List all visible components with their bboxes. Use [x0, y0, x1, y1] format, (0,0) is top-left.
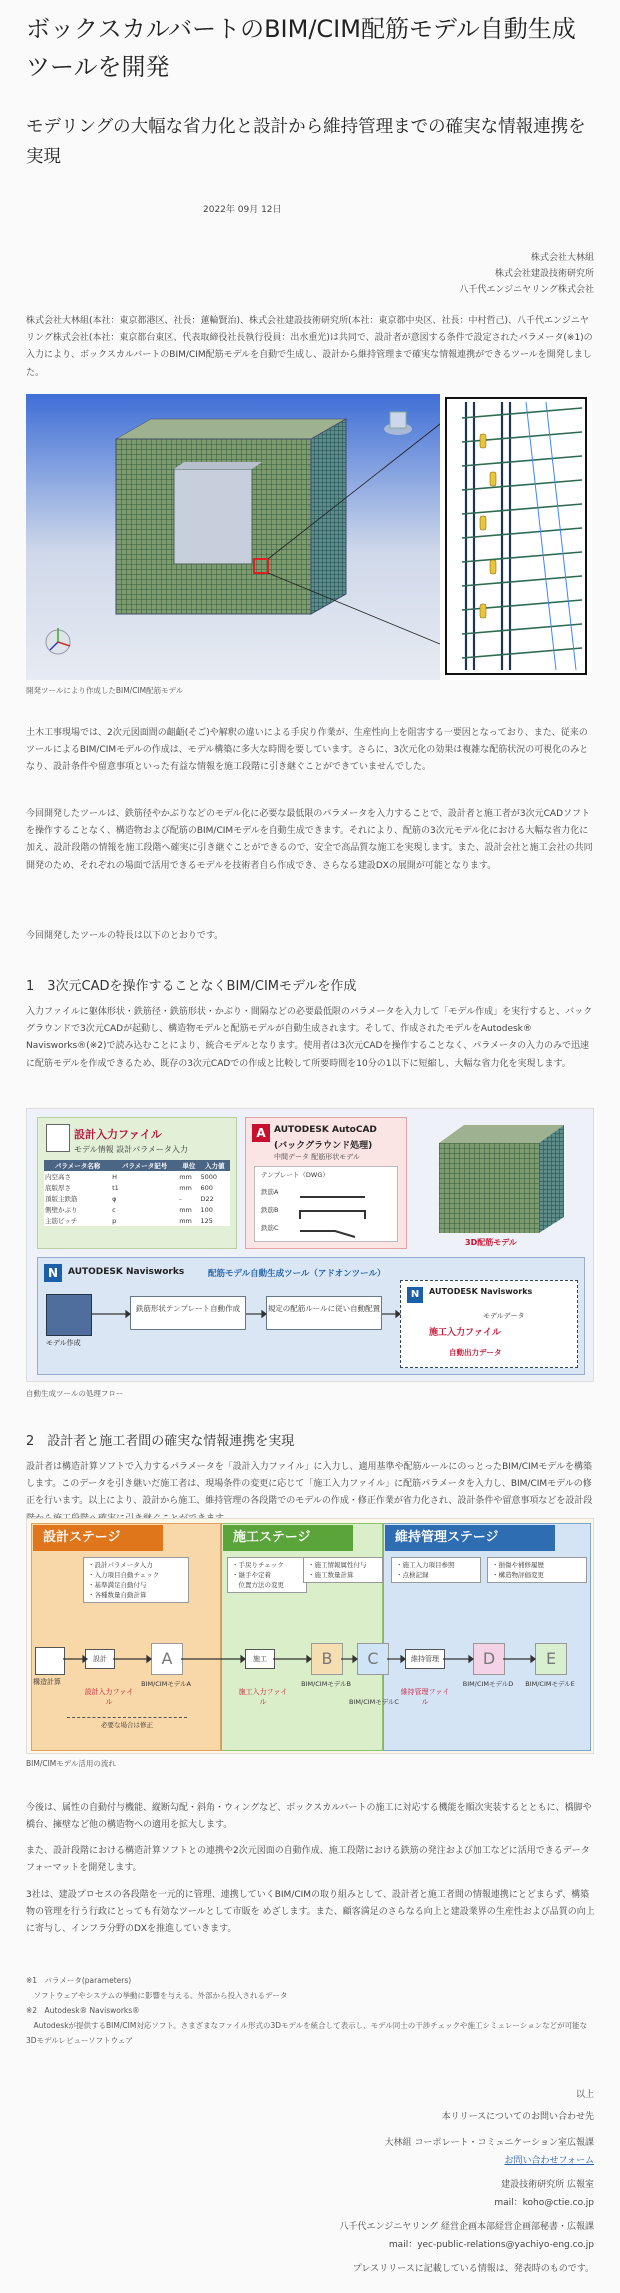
input-file-subtitle: モデル情報 設計パラメータ入力	[74, 1145, 188, 1154]
company-list	[459, 250, 594, 298]
model-a-label: BIM/CIMモデルA	[141, 1680, 191, 1688]
navisworks-small-logo-icon: N	[407, 1287, 423, 1303]
model-a-cube: A	[151, 1643, 183, 1675]
release-date: 2022年 09月 12日	[203, 205, 282, 215]
navisworks-panel	[37, 1257, 585, 1375]
model-create-label: モデル作成	[46, 1339, 81, 1347]
rebar-model-figure	[26, 394, 592, 680]
section1-heading: 1 3次元CADを操作することなくBIM/CIMモデルを作成	[26, 979, 357, 994]
model-e-cube: E	[535, 1643, 567, 1675]
table-row: 内空高さ H mm 5000	[45, 1172, 218, 1181]
section1-body: 入力ファイルに躯体形状・鉄筋径・鉄筋形状・かぶり・間隔などの必要最低限のパラメータを入力して「モデル作成」を実行すると、バックグラウンドで3次元CADが起動し、構造物モデルと配筋モデルが自動生成されます。そして、作成されたモデルをAutodesk® Navisworks®(※2)で読み込むことにより、統合モデルとなります。使用者は3次元CADを操作することなく、パラメータの入力のみで迅速に配筋モデルを作成できるため、既存の3次元CADでの作成と比較して所要時間を10分の1以下に短縮し、大幅な省力化を実現します。	[26, 1007, 593, 1069]
contact-ctie-mail[interactable]: mail：koho@ctie.co.jp	[494, 2198, 594, 2208]
bimcim-workflow-figure	[26, 1518, 594, 1754]
table-header: パラメータ名称	[54, 1162, 101, 1170]
workflow-arrows	[27, 1519, 593, 1753]
closing-text: 以上	[575, 2090, 594, 2100]
table-header: 入力値	[204, 1162, 225, 1170]
maintenance-notes-2: ・損傷や補修履歴 ・構造物評価変更	[487, 1557, 587, 1583]
design-input-file: 設計入力ファイル	[84, 1688, 134, 1706]
section2-body: 設計者は構造計算ソフトで入力するパラメータを「設計入力ファイル」に入力し、適用基準や配筋ルールにのっとったBIM/CIMモデルを構築します。このデータを引き継いだ施工者は、現場条件の変更に応じて「施工入力ファイル」に配筋パラメータを入力し、BIM/CIMモデルの修正を行います。以上により、設計から施工、維持管理の各段階でのモデルの作成・修正作業が省力化され、設計条件や留意事項などを設計段	[26, 1462, 593, 1507]
navisworks-model-data: モデルデータ	[483, 1312, 525, 1320]
contact-form-link[interactable]: お問い合わせフォーム	[504, 2156, 594, 2166]
company-yachiyo: 八千代エンジニヤリング株式会社	[459, 285, 594, 295]
contact-yachiyo: 八千代エンジニヤリング 経営企画本部経営企画部秘書・広報課	[339, 2222, 594, 2232]
auto-output-label: 自動出力データ	[449, 1348, 502, 1357]
input-file-title: 設計入力ファイル	[74, 1128, 162, 1141]
flow-arrows	[38, 1258, 584, 1374]
maintenance-notes-1: ・施工入力項目参照 ・点検記録	[391, 1557, 481, 1583]
paragraph-features-intro: 今回開発したツールの特長は以下のとおりです。	[26, 931, 224, 941]
construction-input-file: 施工入力ファイル	[429, 1328, 501, 1338]
autocad-background: (バックグラウンド処理)	[274, 1141, 373, 1151]
auto-placement-step: 規定の配筋ルールに従い自動配置	[266, 1296, 382, 1330]
navisworks-logo-icon: N	[44, 1264, 62, 1282]
construction-notes-2: ・施工情報属性付与 ・施工数量計算	[303, 1557, 383, 1583]
contact-ctie: 建設技術研究所 広報室	[501, 2180, 594, 2190]
table-row: 底版厚さ t1 mm 600	[45, 1183, 213, 1192]
model-e-label: BIM/CIMモデルE	[525, 1680, 575, 1688]
footnote-1-title: ※1 パラメータ(parameters)	[26, 1976, 132, 1985]
maintenance-file: 維持管理ファイル	[400, 1688, 450, 1706]
paragraph-background: 土木工事現場では、2次元図面間の齟齬(そご)や解釈の違いによる手戻り作業が、生産性向上を阻害する一要因となっており、また、従来のツールによるBIM/CIMモデルの作成は、モデル構築に多大な時間を要しています。さらに、3次元化の効果は複雑な配筋状況の可視化のみとなり、設計条件や留意事項といった有益な情報を施工段階に引き継ぐことができていませんでした。	[26, 728, 589, 773]
model-b-cube: B	[311, 1643, 343, 1675]
rebar-b-label: 鉄筋B	[261, 1206, 279, 1214]
footnote-2-body: Autodeskが提供するBIM/CIM対応ソフト。さまざまなファイル形式の3Dモデルを統合して表示し、モデル同士の干渉チェックや施工シミュレーションなどが可能な3Dモデルレビューソフトウェア	[26, 2021, 588, 2045]
model-b-label: BIM/CIMモデルB	[301, 1680, 351, 1688]
construction-input-file-label: 施工入力ファイル	[238, 1688, 288, 1706]
page-title: ボックスカルバートのBIM/CIM配筋モデル自動生成ツールを開発	[26, 15, 576, 81]
paragraph-outlook: 3社は、建設プロセスの各段階を一元的に管理、連携していくBIM/CIMの取り組みとして、設計者と施工者間の情報連携にとどまらず、構築物の管理を行う行政にとっても有効なツールとして市販を めざします。また、顧客満足のさらなる向上と建設業界の生産性および品質の向上に寄与し、インフラ分野のDXを推進していきます。	[26, 1890, 595, 1935]
3d-rebar-model-image	[419, 1113, 585, 1253]
figure1-caption: 開発ツールにより作成したBIM/CIM配筋モデル	[26, 686, 184, 695]
design-notes: ・設計パラメータ入力 ・入力項目自動チェック ・基準満足自動付与 ・各種数量自動計算	[83, 1557, 189, 1603]
input-file-panel	[37, 1117, 237, 1249]
navisworks-addon-subtitle: 配筋モデル自動生成ツール（アドオンツール）	[208, 1269, 386, 1279]
model-d-cube: D	[473, 1643, 505, 1675]
contact-obayashi: 大林組 コーポレート・コミュニケーション室広報課	[384, 2138, 594, 2148]
paragraph-data-format: また、設計段階における構造計算ソフトとの連携や2次元図面の自動作成、施工段階における鉄筋の発注および加工などに活用できるデータフォーマットを開発します。	[26, 1846, 590, 1874]
contact-section	[340, 2084, 594, 2280]
footnote-1-body: ソフトウェアやシステムの挙動に影響を与える、外部から投入されるデータ	[26, 1991, 288, 2000]
figure2-caption: 自動生成ツールの処理フロー	[26, 1389, 124, 1398]
table-row: 側壁かぶり c mm 100	[45, 1205, 213, 1214]
design-step: 設計	[85, 1649, 115, 1669]
footnotes	[26, 1973, 596, 2048]
autocad-intermediate: 中間データ 配筋形状モデル	[274, 1153, 360, 1161]
construction-notes-1: ・手戻りチェック ・継手や定着 位置方法の変更	[227, 1557, 307, 1593]
company-obayashi: 株式会社大林組	[530, 253, 594, 263]
template-box	[254, 1166, 398, 1242]
table-row: 主筋ピッチ p mm 125	[45, 1216, 213, 1225]
model-c-cube: C	[357, 1643, 389, 1675]
table-row: 頂版主鉄筋 φ - D22	[45, 1194, 214, 1203]
company-ctie: 株式会社建設技術研究所	[494, 269, 594, 279]
paragraph-tool-overview: 今回開発したツールは、鉄筋径やかぶりなどのモデル化に必要な最低限のパラメータを入力することで、設計者と施工者が3次元CADソフトを操作することなく、構造物および配筋のBIM/CIMモデルを自動生成できます。それにより、配筋の3次元モデル化における大幅な省力化に加え、設計段階の情報を施工段階へ確実に引き継ぐことができるので、安全で高品質な施工を実現します。また、設計会社と施工会社の共同開発のため、それぞれの場面で活用できるモデルを技術者自ら作成でき、さらなる建設DXの展開が可能となります。	[26, 809, 593, 871]
model-c-label: BIM/CIMモデルC	[349, 1698, 399, 1706]
construction-step: 施工	[245, 1649, 275, 1669]
contact-yachiyo-mail[interactable]: mail：yec-public-relations@yachiyo-eng.co.jp	[388, 2240, 594, 2250]
section2-heading: 2 設計者と施工者間の確実な情報連携を実現	[26, 1434, 295, 1449]
template-auto-step: 鉄筋形状テンプレート自動作成	[130, 1296, 246, 1330]
table-header: パラメータ記号	[122, 1162, 168, 1170]
revise-note: 必要な場合は修正	[67, 1717, 187, 1729]
construction-stage-title: 施工ステージ	[223, 1525, 353, 1551]
page-subtitle: モデリングの大幅な省力化と設計から維持管理までの確実な情報連携を実現	[26, 117, 586, 167]
contact-intro: 本リリースについてのお問い合わせ先	[441, 2112, 594, 2122]
rebar-c-label: 鉄筋C	[261, 1224, 279, 1232]
design-stage-title: 設計ステージ	[33, 1525, 163, 1551]
calc-label: 構造計算	[33, 1678, 61, 1686]
autocad-logo-icon: A	[252, 1124, 270, 1142]
model-d-label: BIM/CIMモデルD	[462, 1680, 514, 1688]
autocad-panel	[245, 1117, 407, 1249]
template-label: テンプレート（DWG）	[261, 1171, 329, 1179]
navisworks-title: AUTODESK Navisworks	[68, 1267, 185, 1277]
navisworks-box-title: AUTODESK Navisworks	[429, 1287, 533, 1296]
maintenance-step: 維持管理	[405, 1649, 445, 1669]
intro-paragraph: 株式会社大林組(本社：東京都港区、社長：蓮輪賢治)、株式会社建設技術研究所(本社：東京都中央区、社長：中村哲己)、八千代エンジニヤリング株式会社(本社：東京都台東区、代表取締役社長執行役員：出水重光)は共同で、設計者が意図する条件で設定されたパラメータ(※1)の入力により、ボックスカルバートのBIM/CIM配筋モデルを自動で生成し、設計から維持管理まで確実な情報連携ができるツールを開発しました。	[26, 316, 593, 378]
figure3-caption: BIM/CIMモデル活用の流れ	[26, 1759, 116, 1768]
autocad-title: AUTODESK AutoCAD	[274, 1125, 377, 1135]
processing-flow-figure	[26, 1108, 594, 1382]
footer-note: プレスリリースに記載している情報は、発表時のものです。	[352, 2264, 594, 2274]
rebar-a-label: 鉄筋A	[261, 1188, 279, 1196]
footnote-2-title: ※2 Autodesk® Navisworks®	[26, 2006, 140, 2015]
table-header: 単位	[182, 1162, 196, 1170]
rebar-shape-icons	[295, 1183, 385, 1239]
rebar-model-image	[26, 394, 592, 680]
maintenance-stage-title: 維持管理ステージ	[385, 1525, 555, 1551]
parameter-table	[44, 1160, 230, 1226]
paragraph-future-plans: 今後は、属性の自動付与機能、縦断勾配・斜角・ウィングなど、ボックスカルバートの施工に対応する機能を順次実装するとともに、橋脚や橋台、擁壁など他の構造物への適用を拡大します。	[26, 1803, 592, 1831]
document-icon	[46, 1124, 70, 1152]
3d-model-label: 3D配筋モデル	[465, 1238, 517, 1247]
